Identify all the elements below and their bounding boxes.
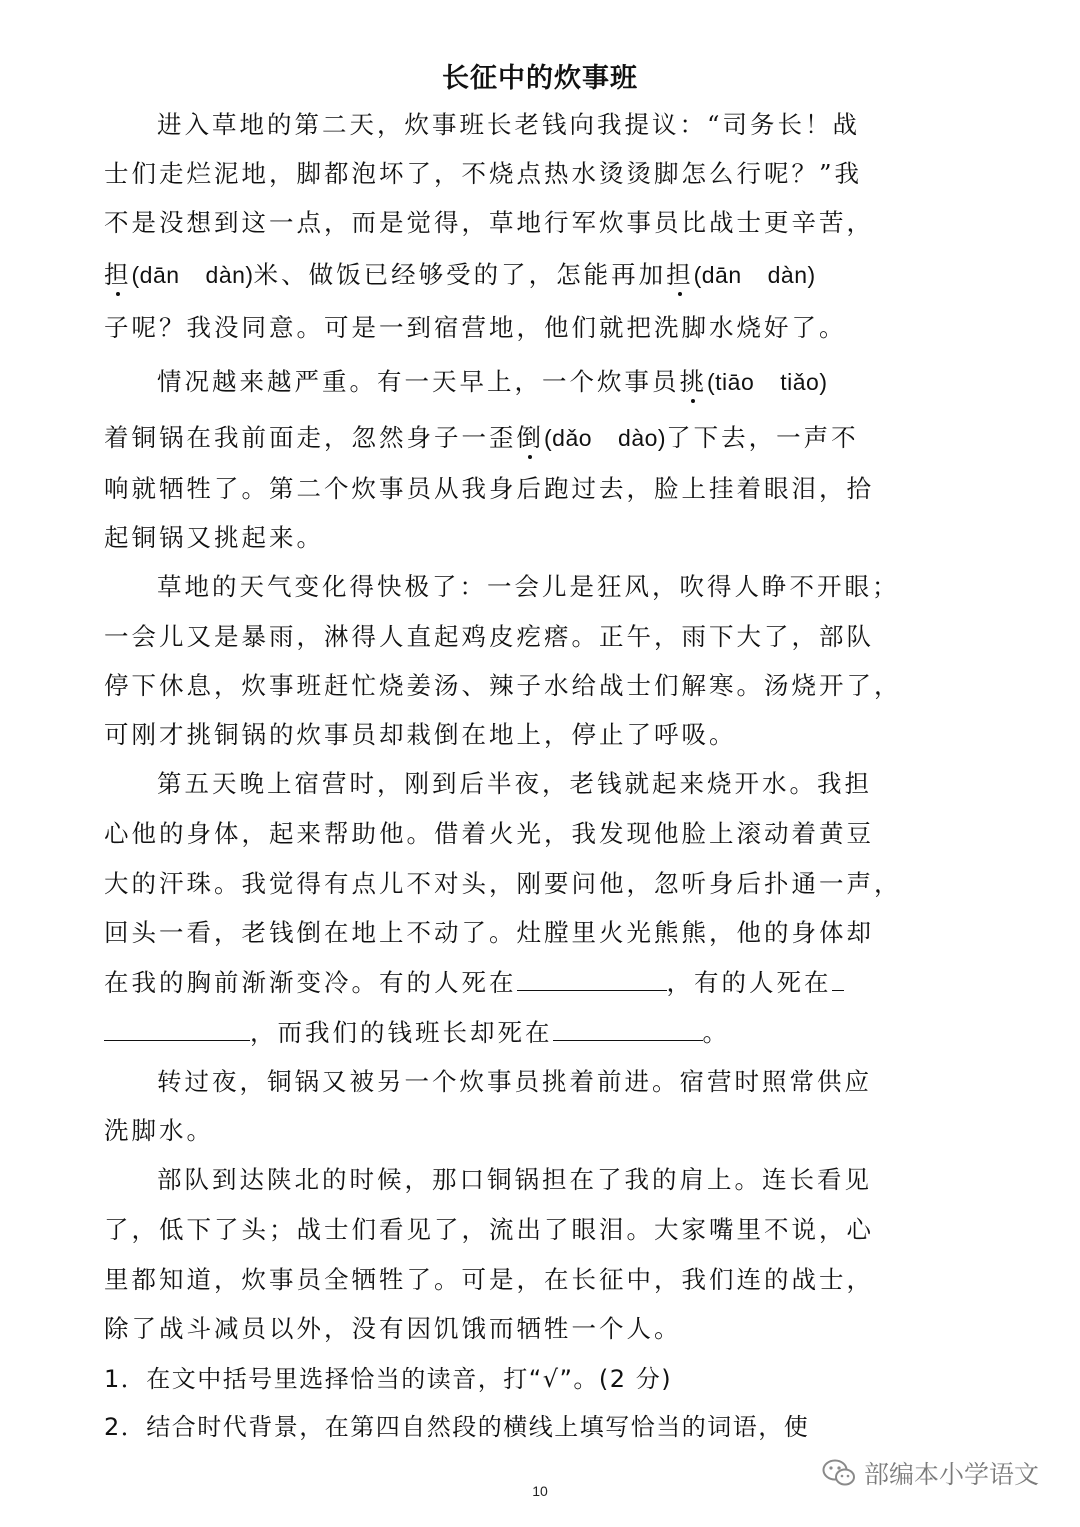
fill-in-blank-2-end[interactable] (104, 1018, 250, 1041)
line-text: 在我的胸前渐渐变冷。有的人死在 (104, 968, 517, 997)
page-number: 10 (532, 1483, 548, 1499)
paragraph-1-line-4 (104, 258, 816, 292)
paragraph-4-line-2: 心他的身体，起来帮助他。借着火光，我发现他脸上滚动着黄豆 (104, 819, 874, 848)
fill-in-blank-3[interactable] (553, 1018, 703, 1041)
fill-in-blank-1[interactable] (517, 968, 667, 991)
paragraph-4-line-1: 第五天晚上宿营时，刚到后半夜，老钱就起来烧开水。我担 (157, 769, 872, 798)
paragraph-3-line-1: 草地的天气变化得快极了：一会儿是狂风，吹得人睁不开眼； (157, 572, 900, 601)
watermark-text: 部编本小学语文 (864, 1460, 1040, 1489)
dotted-character: 担 (666, 258, 694, 292)
line-text: ，而我们的钱班长却死在 (250, 1018, 553, 1047)
pinyin-option: (dān (131, 262, 180, 288)
page-title: 长征中的炊事班 (442, 63, 638, 94)
paragraph-1-line-5: 子呢？我没同意。可是一到宿营地，他们就把洗脚水烧好了。 (104, 313, 847, 342)
line-text: 。 (702, 1018, 730, 1047)
paragraph-5-line-1: 转过夜，铜锅又被另一个炊事员挑着前进。宿营时照常供应 (157, 1067, 872, 1096)
pinyin-option: (tiāo (707, 369, 755, 395)
paragraph-4-line-3: 大的汗珠。我觉得有点儿不对头，刚要问他，忽听身后扑通一声， (104, 869, 902, 898)
paragraph-3-line-4: 可刚才挑铜锅的炊事员却栽倒在地上，停止了呼吸。 (104, 720, 737, 749)
paragraph-6-line-3: 里都知道，炊事员全牺牲了。可是，在长征中，我们连的战士， (104, 1265, 874, 1294)
pinyin-option: (dǎo (544, 425, 593, 451)
line-text: 米、做饭已经够受的了，怎能再加 (253, 260, 667, 289)
dotted-character: 倒 (517, 421, 545, 455)
paragraph-3-line-3: 停下休息，炊事班赶忙烧姜汤、辣子水给战士们解寒。汤烧开了， (104, 671, 902, 700)
paragraph-6-line-1: 部队到达陕北的时候，那口铜锅担在了我的肩上。连长看见 (157, 1165, 872, 1194)
paragraph-5-line-2: 洗脚水。 (104, 1116, 214, 1145)
wechat-icon (822, 1458, 856, 1488)
line-text: 情况越来越严重。有一天早上，一个炊事员 (157, 367, 680, 396)
pinyin-option: dào) (618, 425, 667, 451)
pinyin-option: dàn) (767, 262, 816, 288)
paragraph-4-line-4: 回头一看，老钱倒在地上不动了。灶膛里火光熊熊，他的身体却 (104, 918, 874, 947)
paragraph-2-line-1 (157, 365, 828, 399)
line-text: 了下去，一声不 (666, 423, 859, 452)
paragraph-2-line-3: 响就牺牲了。第二个炊事员从我身后跑过去，脸上挂着眼泪，拾 (104, 474, 874, 503)
paragraph-2-line-2 (104, 421, 859, 455)
dotted-character: 担 (104, 258, 132, 292)
line-text: 着铜锅在我前面走，忽然身子一歪 (104, 423, 517, 452)
paragraph-1-line-1: 进入草地的第二天，炊事班长老钱向我提议：“司务长！战 (157, 110, 861, 139)
pinyin-option: (dān (693, 262, 742, 288)
paragraph-3-line-2: 一会儿又是暴雨，淋得人直起鸡皮疙瘩。正午，雨下大了，部队 (104, 622, 874, 651)
question-1: 1．在文中括号里选择恰当的读音，打“√”。(2 分) (104, 1365, 673, 1393)
paragraph-6-line-4: 除了战斗减员以外，没有因饥饿而牺牲一个人。 (104, 1314, 682, 1343)
paragraph-1-line-2: 士们走烂泥地，脚都泡坏了，不烧点热水烫烫脚怎么行呢？”我 (104, 159, 863, 188)
paragraph-4-line-6 (104, 1016, 730, 1050)
pinyin-option: dàn) (205, 262, 254, 288)
dotted-character: 挑 (680, 365, 708, 399)
paragraph-4-line-5 (104, 966, 844, 1000)
question-2: 2．结合时代背景，在第四自然段的横线上填写恰当的词语，使 (104, 1413, 810, 1441)
wechat-watermark (822, 1455, 1039, 1491)
line-text: ，有的人死在 (666, 968, 832, 997)
paragraph-6-line-2: 了，低下了头；战士们看见了，流出了眼泪。大家嘴里不说，心 (104, 1215, 874, 1244)
pinyin-option: tiǎo) (780, 369, 828, 395)
paragraph-2-line-4: 起铜锅又挑起来。 (104, 523, 324, 552)
fill-in-blank-2-start[interactable] (832, 968, 844, 991)
paragraph-1-line-3: 不是没想到这一点，而是觉得，草地行军炊事员比战士更辛苦， (104, 208, 874, 237)
